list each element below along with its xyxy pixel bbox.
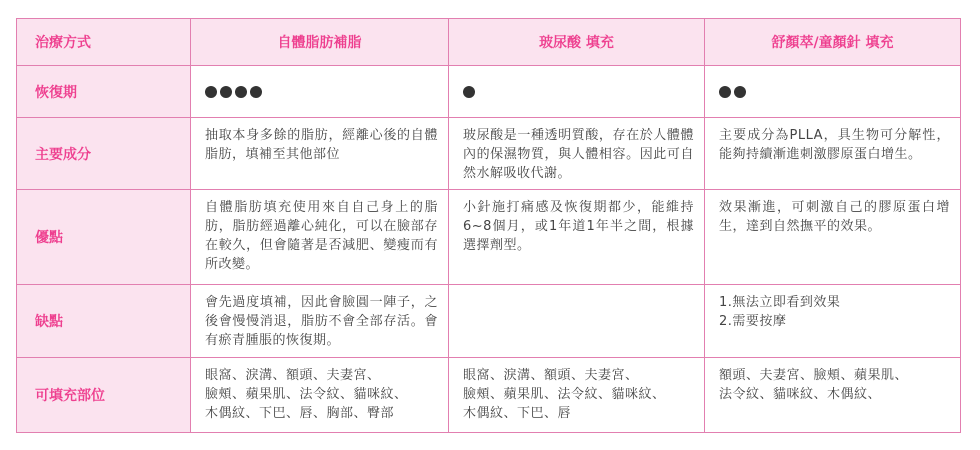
- cell-text-line: 眼窩、淚溝、額頭、夫妻宮、: [205, 368, 381, 383]
- row-areas: [17, 358, 961, 433]
- ingredient-plla: [705, 118, 961, 190]
- pros-plla: [705, 190, 961, 285]
- cell-text-line: 臉頰、蘋果肌、法令紋、貓咪紋、: [205, 387, 408, 402]
- comparison-table-wrapper: [16, 18, 960, 433]
- recovery-dots-plla: [705, 66, 961, 118]
- cell-text-line: 木偶紋、下巴、唇、胸部、臀部: [205, 406, 395, 421]
- cons-fat: [191, 285, 449, 358]
- cell-text-line: 抽取本身多餘的脂肪，經離心後的自體脂肪，填補至其他部位: [205, 128, 438, 162]
- rating-dot: [205, 86, 217, 98]
- ingredient-ha: [449, 118, 705, 190]
- cell-text-line: 玻尿酸是一種透明質酸，存在於人體體內的保濕物質，與人體相容。因此可自然水解吸收代謝。: [463, 128, 694, 181]
- recovery-rating-ha: [463, 85, 704, 99]
- row-recovery: [17, 66, 961, 118]
- header-treatment-method: 治療方式: [17, 19, 191, 66]
- row-label-areas: 可填充部位: [17, 358, 191, 433]
- areas-ha: [449, 358, 705, 433]
- rating-dot: [734, 86, 746, 98]
- cell-text-line: 木偶紋、下巴、唇: [463, 406, 572, 421]
- cell-text-line: 法令紋、貓咪紋、木偶紋、: [719, 387, 882, 402]
- cell-text-line: 主要成分為PLLA，具生物可分解性，能夠持續漸進刺激膠原蛋白增生。: [719, 128, 950, 162]
- pros-fat: [191, 190, 449, 285]
- cell-text-line: 2.需要按摩: [719, 314, 787, 329]
- treatment-comparison-table: [16, 18, 961, 433]
- recovery-dots-fat: [191, 66, 449, 118]
- cell-text-line: 臉頰、蘋果肌、法令紋、貓咪紋、: [463, 387, 666, 402]
- rating-dot: [235, 86, 247, 98]
- cons-ha: [449, 285, 705, 358]
- cell-text-line: 眼窩、淚溝、額頭、夫妻宮、: [463, 368, 639, 383]
- pros-ha: [449, 190, 705, 285]
- row-label-pros: 優點: [17, 190, 191, 285]
- ingredient-fat: [191, 118, 449, 190]
- row-ingredient: [17, 118, 961, 190]
- rating-dot: [463, 86, 475, 98]
- row-label-ingredient: 主要成分: [17, 118, 191, 190]
- cell-text-line: 自體脂肪填充使用來自自己身上的脂肪，脂肪經過離心純化，可以在臉部存在較久，但會隨著是否減肥、變瘦而有所改變。: [205, 200, 438, 272]
- recovery-dots-ha: [449, 66, 705, 118]
- rating-dot: [719, 86, 731, 98]
- header-hyaluronic-acid: 玻尿酸 填充: [449, 19, 705, 66]
- areas-fat: [191, 358, 449, 433]
- recovery-rating-plla: [719, 85, 960, 99]
- header-autologous-fat: 自體脂肪補脂: [191, 19, 449, 66]
- row-label-cons: 缺點: [17, 285, 191, 358]
- cell-text-line: 會先過度填補，因此會臉圓一陣子，之後會慢慢消退，脂肪不會全部存活。會有瘀青腫脹的恢復期。: [205, 295, 438, 348]
- cell-text-line: 效果漸進，可刺激自己的膠原蛋白增生，達到自然撫平的效果。: [719, 200, 950, 234]
- rating-dot: [250, 86, 262, 98]
- rating-dot: [220, 86, 232, 98]
- cons-plla: [705, 285, 961, 358]
- row-cons: [17, 285, 961, 358]
- recovery-rating-fat: [205, 85, 448, 99]
- header-plla-filler: 舒顏萃/童顏針 填充: [705, 19, 961, 66]
- header-row: [17, 19, 961, 66]
- areas-plla: [705, 358, 961, 433]
- cell-text-line: 小針施打痛感及恢復期都少，能維持6~8個月，或1年道1年半之間，根據選擇劑型。: [463, 200, 694, 253]
- row-pros: [17, 190, 961, 285]
- row-label-recovery: 恢復期: [17, 66, 191, 118]
- cell-text-line: 額頭、夫妻宮、臉頰、蘋果肌、: [719, 368, 909, 383]
- cell-text-line: 1.無法立即看到效果: [719, 295, 841, 310]
